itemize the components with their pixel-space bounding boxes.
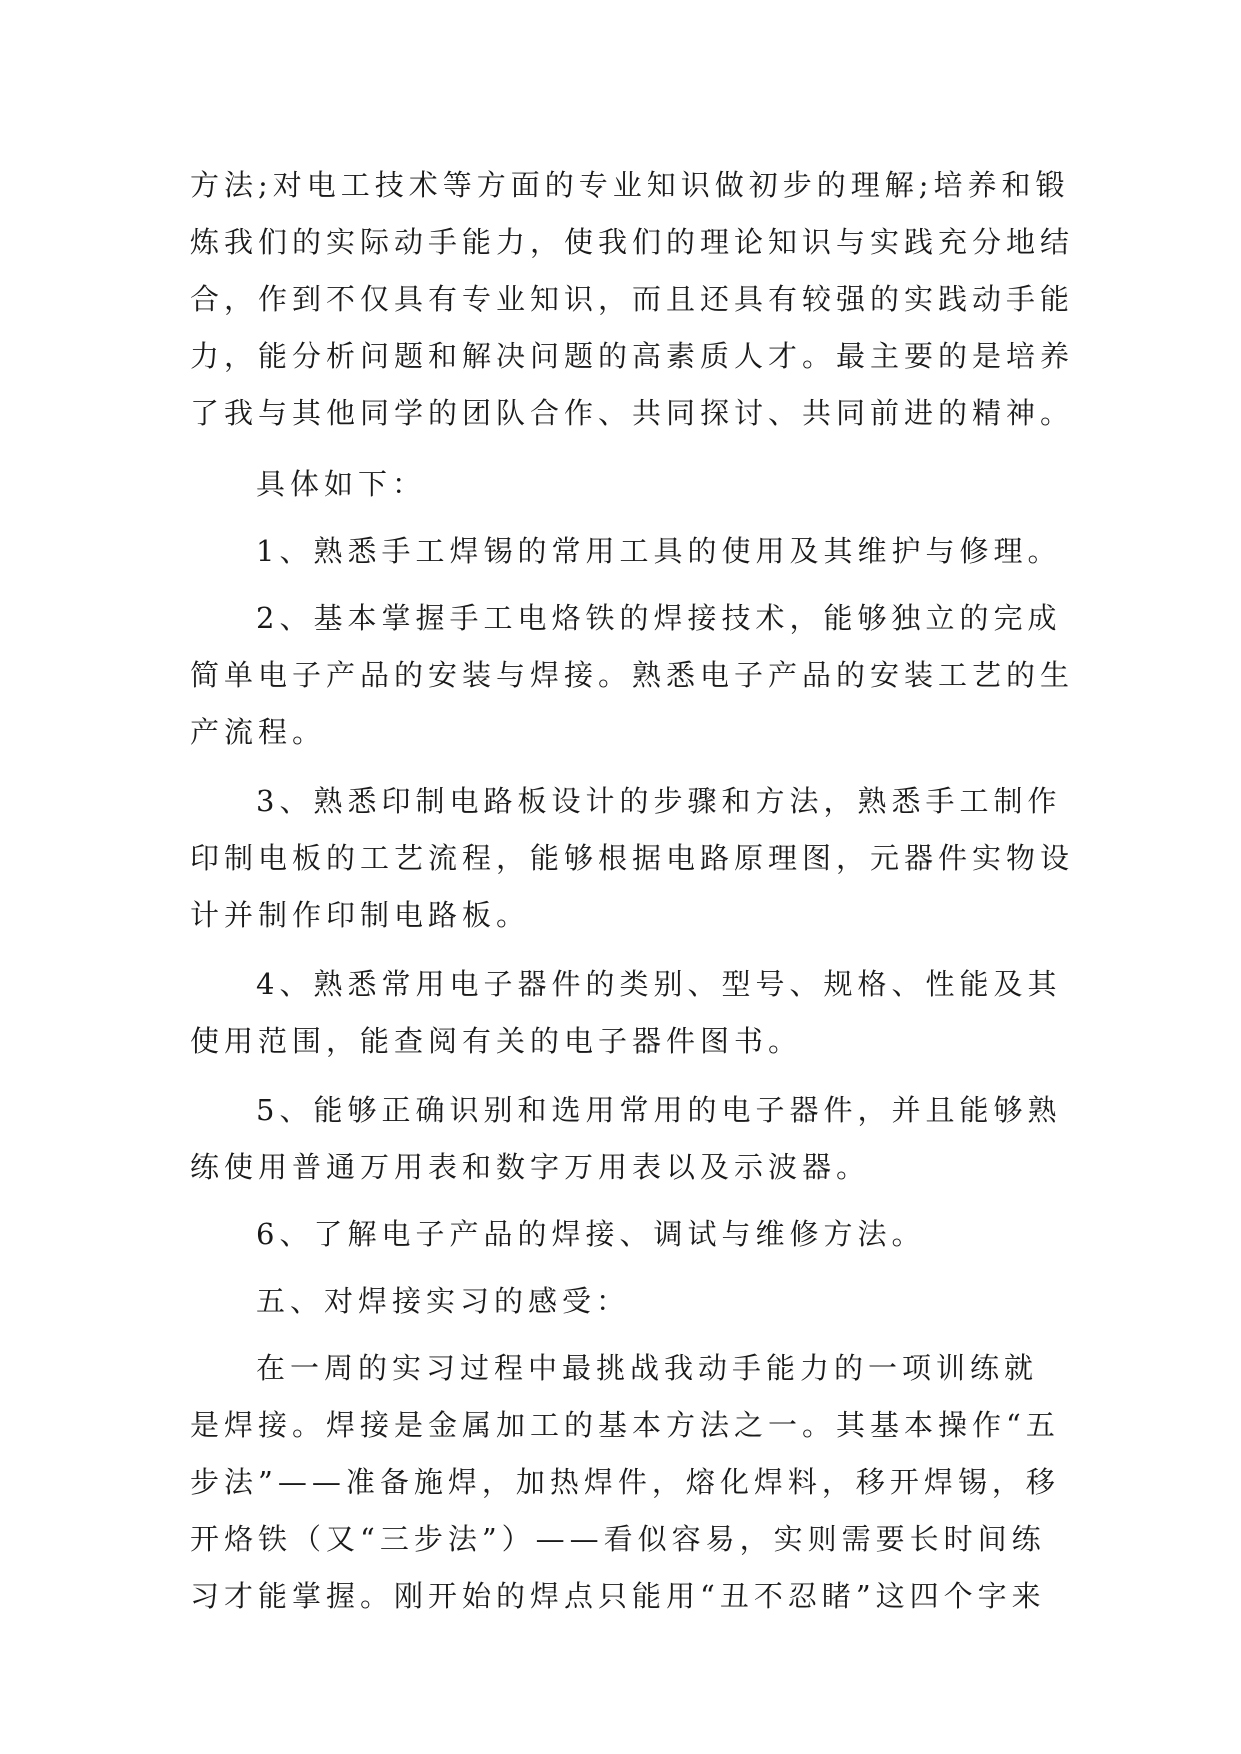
text-line: 计并制作印制电路板。 [190, 898, 531, 932]
text-line: 2、基本掌握手工电烙铁的焊接技术，能够独立的完成 [256, 601, 1062, 635]
text-line: 4、熟悉常用电子器件的类别、型号、规格、性能及其 [256, 967, 1062, 1001]
text-line: 在一周的实习过程中最挑战我动手能力的一项训练就 [256, 1351, 1039, 1385]
text-line: 炼我们的实际动手能力，使我们的理论知识与实践充分地结 [190, 225, 1075, 259]
paragraph-welding-experience [190, 1340, 1060, 1625]
text-line: 1、熟悉手工焊锡的常用工具的使用及其维护与修理。 [256, 534, 1062, 568]
text-line: 3、熟悉印制电路板设计的步骤和方法，熟悉手工制作 [256, 784, 1062, 818]
paragraph-objectives [190, 157, 1075, 442]
text-line: 力，能分析问题和解决问题的高素质人才。最主要的是培养 [190, 339, 1075, 373]
list-item-5 [190, 1082, 1060, 1196]
text-line: 练使用普通万用表和数字万用表以及示波器。 [190, 1150, 871, 1184]
text-line: 了我与其他同学的团队合作、共同探讨、共同前进的精神。 [190, 396, 1075, 430]
list-item-6 [190, 1206, 1060, 1263]
text-line: 印制电板的工艺流程，能够根据电路原理图，元器件实物设 [190, 841, 1075, 875]
text-line: 方法;对电工技术等方面的专业知识做初步的理解;培养和锻 [190, 168, 1070, 202]
section-heading-welding-feelings [190, 1273, 1060, 1330]
list-item-1 [190, 523, 1060, 580]
text-line: 步法”——准备施焊，加热焊件，熔化焊料，移开焊锡，移 [190, 1465, 1060, 1499]
section-heading: 五、对焊接实习的感受： [256, 1284, 631, 1318]
paragraph-details-intro [190, 456, 1060, 513]
text-line: 具体如下： [256, 467, 427, 501]
list-item-2 [190, 590, 1075, 761]
text-line: 简单电子产品的安装与焊接。熟悉电子产品的安装工艺的生 [190, 658, 1075, 692]
list-item-4 [190, 956, 1060, 1070]
text-line: 使用范围，能查阅有关的电子器件图书。 [190, 1024, 803, 1058]
text-line: 产流程。 [190, 715, 327, 749]
document-body [190, 157, 1075, 1625]
list-item-3 [190, 773, 1075, 944]
text-line: 5、能够正确识别和选用常用的电子器件，并且能够熟 [256, 1093, 1062, 1127]
text-line: 是焊接。焊接是金属加工的基本方法之一。其基本操作“五 [190, 1408, 1060, 1442]
text-line: 6、了解电子产品的焊接、调试与维修方法。 [256, 1217, 926, 1251]
text-line: 合，作到不仅具有专业知识，而且还具有较强的实践动手能 [190, 282, 1075, 316]
text-line: 习才能掌握。刚开始的焊点只能用“丑不忍睹”这四个字来 [190, 1579, 1046, 1613]
text-line: 开烙铁（又“三步法”）——看似容易，实则需要长时间练 [190, 1522, 1046, 1556]
